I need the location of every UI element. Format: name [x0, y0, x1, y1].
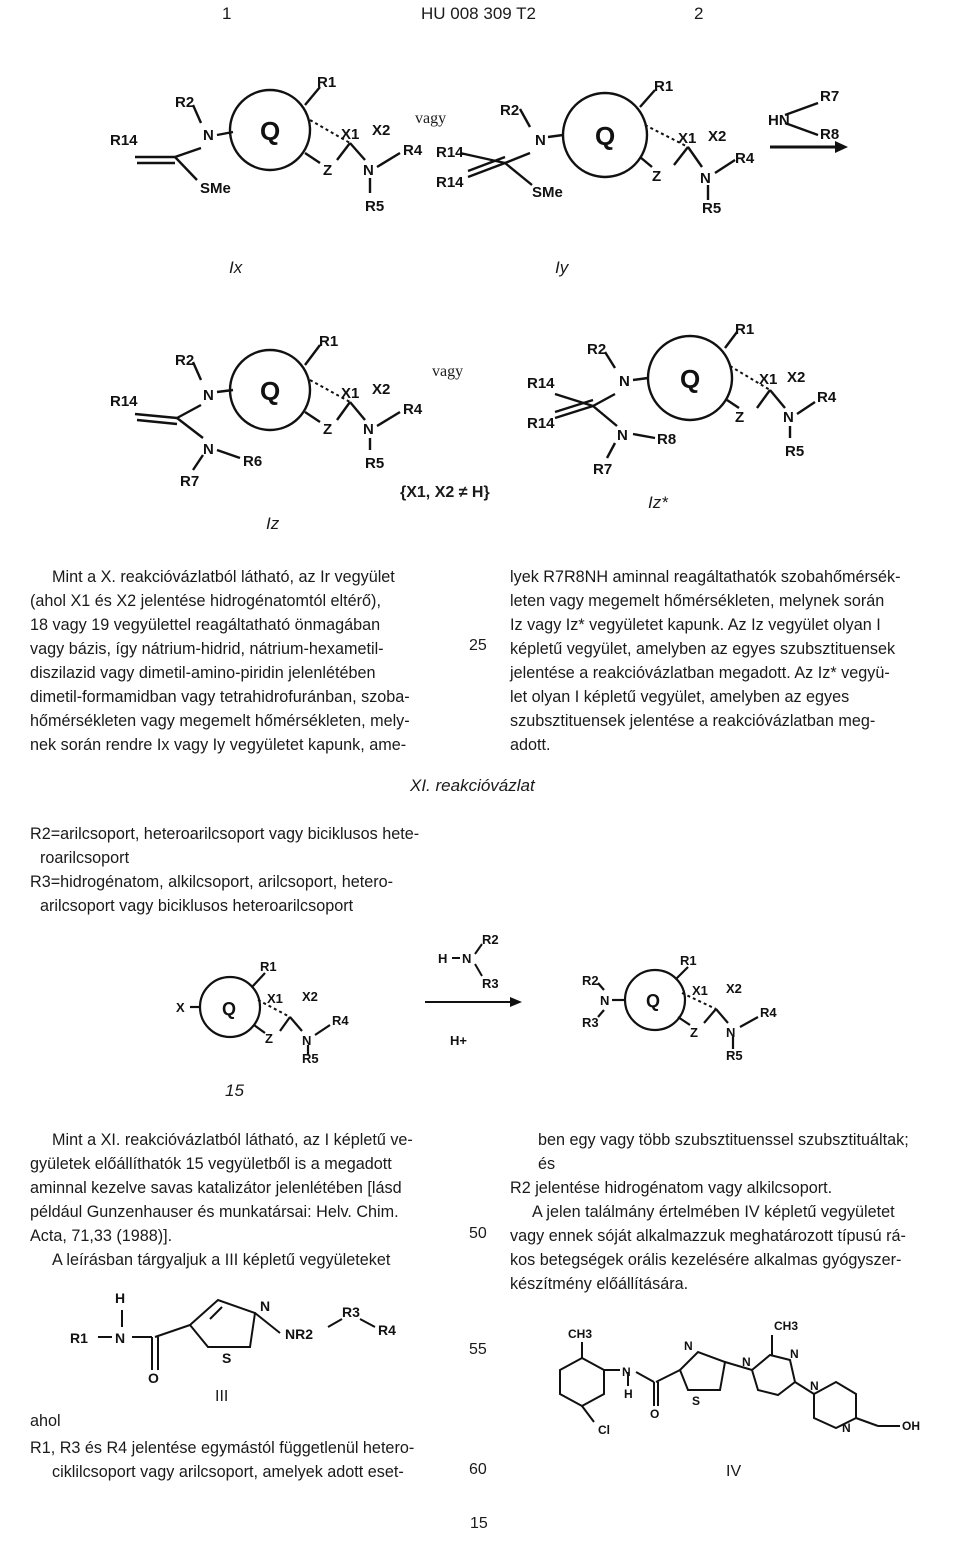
text-line: képletű vegyület, amelyben az egyes szubsztituensek: [510, 640, 896, 658]
svg-text:R2: R2: [482, 932, 499, 947]
left-column-paragraph-2: [30, 1128, 450, 1272]
text-line: például Gunzenhauser és munkatársai: Helv. Chim.: [30, 1203, 399, 1221]
svg-text:CH3: CH3: [568, 1327, 593, 1341]
svg-text:X2: X2: [708, 128, 727, 145]
svg-text:Z: Z: [323, 421, 333, 438]
structure-iz: [105, 330, 445, 490]
text-line: nek során rendre Ix vagy Iy vegyületet kapunk, ame-: [30, 736, 407, 754]
svg-text:X2: X2: [372, 122, 391, 139]
label-compound-15: 15: [225, 1081, 244, 1100]
header-right-page-number: 2: [694, 4, 704, 23]
svg-text:X: X: [176, 1000, 185, 1015]
svg-text:Q: Q: [646, 991, 661, 1011]
svg-text:R1: R1: [680, 953, 697, 968]
svg-text:O: O: [148, 1370, 159, 1385]
svg-text:R3: R3: [482, 976, 499, 991]
svg-text:N: N: [684, 1339, 693, 1353]
structure-iz-star: [515, 318, 845, 478]
text-line: roarilcsoport: [40, 849, 130, 867]
structure-15: [170, 945, 370, 1065]
label-iz: Iz: [266, 514, 280, 533]
svg-text:Q: Q: [260, 116, 281, 146]
svg-text:SMe: SMe: [200, 180, 231, 197]
svg-text:R5: R5: [365, 198, 385, 215]
svg-text:HN: HN: [768, 112, 790, 129]
text-line: aminnal kezelve savas katalizátor jelenlétében [lásd: [30, 1179, 402, 1197]
svg-text:N: N: [363, 162, 374, 179]
structure-iy: [430, 75, 870, 215]
header-patent-number: HU 008 309 T2: [421, 4, 536, 23]
svg-text:X1: X1: [341, 385, 360, 402]
svg-text:R2: R2: [582, 973, 599, 988]
svg-text:N: N: [203, 387, 214, 404]
svg-text:N: N: [810, 1379, 819, 1393]
condition-x1-x2-not-h: {X1, X2 ≠ H}: [400, 484, 490, 501]
line-number-55: 55: [469, 1341, 487, 1358]
svg-text:Q: Q: [680, 364, 701, 394]
text-line: vagy bázis, így nátrium-hidrid, nátrium-hexametil-: [30, 640, 384, 658]
svg-text:R5: R5: [726, 1048, 743, 1063]
svg-text:R14: R14: [436, 174, 464, 191]
text-line: Iz vagy Iz* vegyületet kapunk. Az Iz vegyület olyan I: [510, 616, 881, 634]
svg-text:X2: X2: [787, 369, 806, 386]
svg-text:H: H: [115, 1290, 126, 1306]
svg-text:R4: R4: [332, 1013, 349, 1028]
label-formula-iv: IV: [726, 1463, 742, 1480]
svg-text:R7: R7: [820, 88, 840, 105]
text-line: R2 jelentése hidrogénatom vagy alkilcsoport.: [510, 1179, 833, 1197]
r2-r3-definitions: [30, 822, 450, 918]
structure-product-xi: [580, 945, 810, 1065]
svg-text:R1: R1: [317, 75, 337, 91]
svg-text:R2: R2: [500, 102, 520, 119]
text-line: hőmérsékleten vagy megemelt hőmérsékleten, mely-: [30, 712, 410, 730]
svg-text:R7: R7: [180, 473, 200, 490]
header-left-page-number: 1: [222, 4, 232, 23]
svg-text:N: N: [617, 427, 628, 444]
svg-text:O: O: [650, 1407, 660, 1421]
svg-text:R6: R6: [243, 453, 263, 470]
text-line: kos betegségek orális kezelésére alkalmas gyógyszer-: [510, 1251, 902, 1269]
svg-text:X2: X2: [302, 989, 318, 1004]
svg-text:R1: R1: [735, 321, 755, 338]
svg-text:R1: R1: [319, 333, 339, 350]
label-formula-iii: III: [215, 1388, 229, 1405]
text-line: arilcsoport vagy biciklusos heteroarilcsoport: [40, 897, 354, 915]
svg-text:Z: Z: [690, 1025, 698, 1040]
text-line: lyek R7R8NH aminnal reagáltathatók szobahőmérsék-: [510, 568, 901, 586]
svg-text:Q: Q: [260, 376, 281, 406]
svg-text:R4: R4: [760, 1005, 777, 1020]
svg-text:Z: Z: [265, 1031, 273, 1046]
svg-text:N: N: [842, 1421, 851, 1435]
text-line: készítmény előállítására.: [510, 1275, 689, 1293]
svg-text:X2: X2: [726, 981, 742, 996]
structure-iii: [60, 1275, 420, 1385]
right-column-paragraph-1: [510, 565, 935, 757]
svg-text:R1: R1: [260, 959, 277, 974]
text-line: diszilazid vagy dimetil-amino-piridin jelenlétében: [30, 664, 376, 682]
svg-text:N: N: [726, 1025, 736, 1040]
svg-text:N: N: [700, 170, 711, 187]
svg-text:SMe: SMe: [532, 184, 563, 201]
svg-text:R4: R4: [378, 1322, 396, 1338]
svg-text:R5: R5: [785, 443, 805, 460]
text-line: adott.: [510, 736, 551, 754]
svg-text:X1: X1: [267, 991, 283, 1006]
left-column-paragraph-1: [30, 565, 450, 757]
svg-text:OH: OH: [902, 1419, 920, 1433]
svg-text:R3: R3: [582, 1015, 599, 1030]
svg-text:R14: R14: [527, 375, 555, 392]
text-line: jelentése a reakcióvázlatban megadott. Az Iz* vegyü-: [510, 664, 890, 682]
svg-text:N: N: [790, 1347, 799, 1361]
label-ix: Ix: [229, 258, 243, 277]
text-line: R2=arilcsoport, heteroarilcsoport vagy biciklusos hete-: [30, 825, 420, 843]
label-iy: Iy: [555, 258, 569, 277]
text-line: A leírásban tárgyaljuk a III képletű vegyületeket: [52, 1251, 391, 1269]
svg-text:R5: R5: [702, 200, 722, 215]
svg-text:X1: X1: [759, 371, 778, 388]
svg-text:N: N: [622, 1365, 631, 1379]
text-line: let olyan I képletű vegyület, amelyben az egyes: [510, 688, 850, 706]
svg-text:N: N: [260, 1298, 271, 1314]
r1-r3-r4-definition: [30, 1436, 450, 1484]
connector-or-1: vagy: [415, 110, 447, 127]
reaction-arrow-xi: [420, 930, 530, 1050]
svg-text:R14: R14: [527, 415, 555, 432]
svg-text:S: S: [692, 1394, 701, 1408]
svg-text:R14: R14: [436, 144, 464, 161]
svg-text:N: N: [203, 441, 214, 458]
svg-text:N: N: [363, 421, 374, 438]
connector-or-2: vagy: [432, 363, 464, 380]
text-line: (ahol X1 és X2 jelentése hidrogénatomtól eltérő),: [30, 592, 381, 610]
svg-text:NR2: NR2: [285, 1326, 314, 1342]
svg-text:N: N: [462, 951, 472, 966]
svg-text:R7: R7: [593, 461, 613, 478]
text-line: szubsztituensek jelentése a reakcióvázlatban meg-: [510, 712, 876, 730]
svg-text:N: N: [203, 127, 214, 144]
catalyst-h-plus: H+: [450, 1033, 467, 1048]
svg-text:R2: R2: [175, 94, 195, 111]
svg-text:Z: Z: [652, 168, 662, 185]
svg-text:R4: R4: [403, 142, 423, 159]
svg-text:Q: Q: [595, 121, 616, 151]
text-line: vagy ennek sóját alkalmazzuk meghatározott típusú rá-: [510, 1227, 906, 1245]
right-column-paragraph-2: [510, 1128, 935, 1296]
svg-text:R4: R4: [817, 389, 837, 406]
text-line: Acta, 71,33 (1988)].: [30, 1227, 173, 1245]
text-line: R1, R3 és R4 jelentése egymástól függetlenül hetero-: [30, 1439, 415, 1457]
svg-text:Z: Z: [323, 162, 333, 179]
svg-text:X1: X1: [692, 983, 708, 998]
text-line: gyületek előállíthatók 15 vegyületből is a megadott: [30, 1155, 392, 1173]
svg-text:X1: X1: [341, 126, 360, 143]
svg-text:S: S: [222, 1350, 232, 1366]
line-number-25: 25: [469, 637, 487, 654]
svg-text:R5: R5: [365, 455, 385, 472]
svg-text:R8: R8: [820, 126, 840, 143]
svg-text:R1: R1: [70, 1330, 88, 1346]
svg-text:X1: X1: [678, 130, 697, 147]
svg-text:R14: R14: [110, 393, 138, 410]
svg-text:N: N: [742, 1355, 751, 1369]
line-number-60: 60: [469, 1461, 487, 1478]
svg-text:N: N: [302, 1033, 312, 1048]
text-line: Mint a X. reakcióvázlatból látható, az Ir vegyület: [52, 568, 395, 586]
svg-text:N: N: [115, 1330, 126, 1346]
text-line: ciklilcsoport vagy arilcsoport, amelyek adott eset-: [52, 1463, 404, 1481]
text-line: A jelen találmány értelmében IV képletű vegyületet: [532, 1203, 895, 1221]
text-line: és: [538, 1155, 556, 1173]
svg-text:R4: R4: [403, 401, 423, 418]
text-line: Mint a XI. reakcióvázlatból látható, az I képletű ve-: [52, 1131, 413, 1149]
label-iz-star: Iz*: [648, 493, 668, 512]
ahol-label: ahol: [30, 1412, 61, 1430]
svg-text:N: N: [619, 373, 630, 390]
svg-text:H: H: [438, 951, 448, 966]
text-line: 18 vagy 19 vegyülettel reagáltatható önmagában: [30, 616, 381, 634]
svg-text:R14: R14: [110, 132, 138, 149]
text-line: leten vagy megemelt hőmérsékleten, melynek során: [510, 592, 885, 610]
structure-iv: [520, 1310, 950, 1440]
svg-text:R5: R5: [302, 1051, 319, 1065]
svg-text:Z: Z: [735, 409, 745, 426]
svg-text:CH3: CH3: [774, 1319, 799, 1333]
text-line: dimetil-formamidban vagy tetrahidrofuránban, szoba-: [30, 688, 410, 706]
scheme-xi-title: XI. reakcióvázlat: [410, 776, 535, 795]
svg-text:Q: Q: [222, 999, 237, 1019]
svg-text:R3: R3: [342, 1304, 360, 1320]
svg-text:R8: R8: [657, 431, 677, 448]
footer-page-number: 15: [470, 1515, 488, 1532]
svg-text:N: N: [783, 409, 794, 426]
svg-text:N: N: [535, 132, 546, 149]
svg-text:Cl: Cl: [598, 1423, 610, 1437]
text-line: R3=hidrogénatom, alkilcsoport, arilcsoport, hetero-: [30, 873, 394, 891]
svg-text:R2: R2: [587, 341, 607, 358]
svg-text:H: H: [624, 1387, 633, 1401]
svg-text:R1: R1: [654, 78, 674, 95]
line-number-50: 50: [469, 1225, 487, 1242]
svg-text:N: N: [600, 993, 610, 1008]
text-line: ben egy vagy több szubsztituenssel szubsztituáltak;: [538, 1131, 909, 1149]
svg-text:X2: X2: [372, 381, 391, 398]
svg-text:R4: R4: [735, 150, 755, 167]
svg-text:R2: R2: [175, 352, 195, 369]
